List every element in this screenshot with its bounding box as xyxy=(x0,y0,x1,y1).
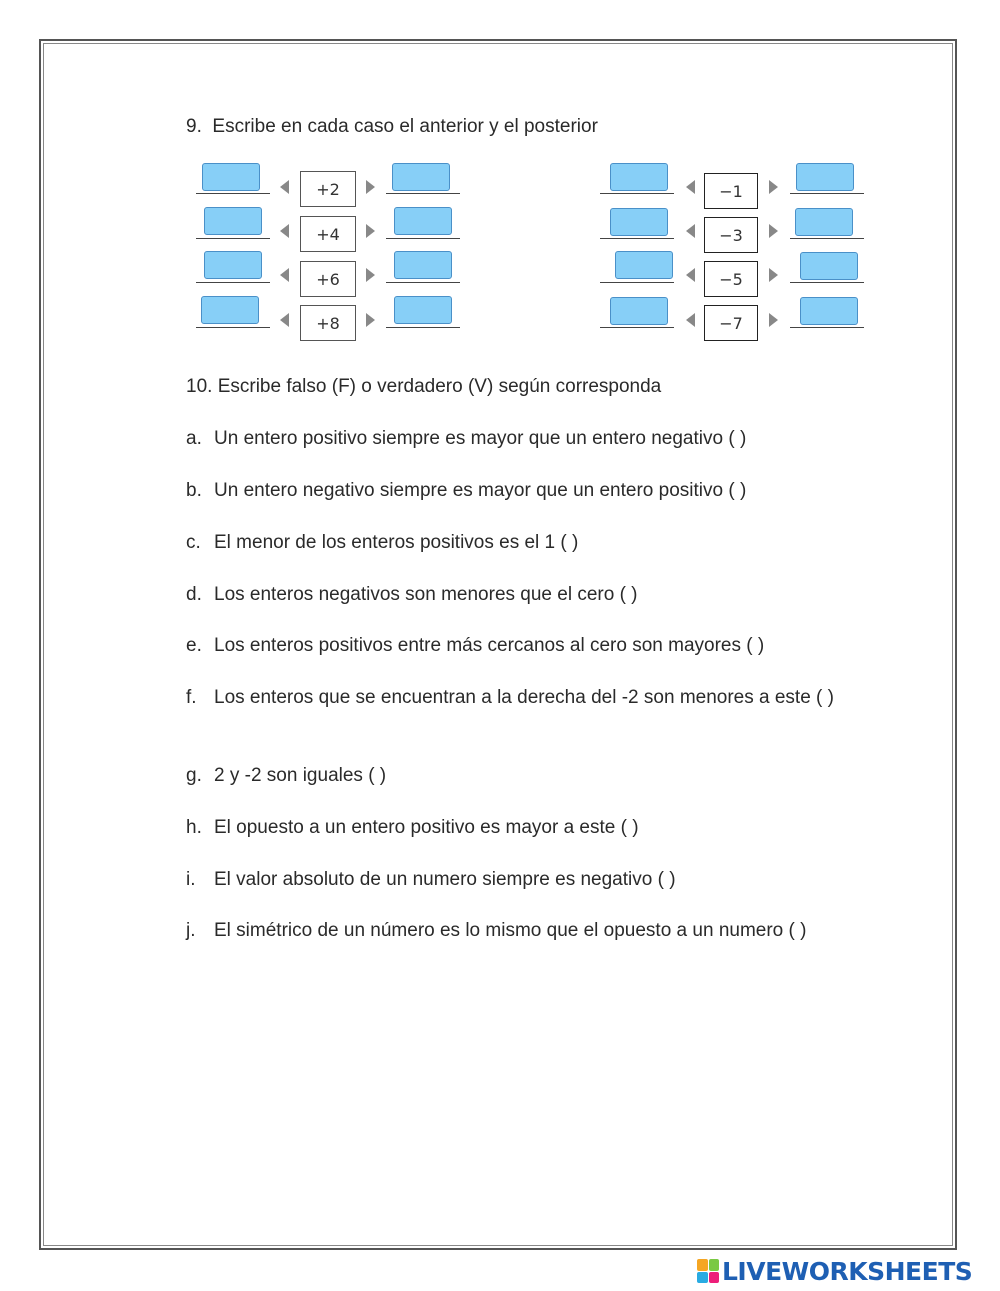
underline xyxy=(386,327,460,328)
statement-text: El menor de los enteros positivos es el 1 ( ) xyxy=(214,532,579,553)
arrow-right-icon xyxy=(769,313,778,327)
number-box: +4 xyxy=(300,216,356,252)
underline xyxy=(386,193,460,194)
answer-blank-left-next-4[interactable] xyxy=(394,296,452,324)
exercise-9-text: Escribe en cada caso el anterior y el posterior xyxy=(212,116,598,137)
number-box: −7 xyxy=(704,305,758,341)
statement-text: El valor absoluto de un numero siempre es negativo ( ) xyxy=(214,869,676,890)
arrow-right-icon xyxy=(769,180,778,194)
underline xyxy=(386,238,460,239)
answer-blank-left-next-1[interactable] xyxy=(392,163,450,191)
underline xyxy=(196,282,270,283)
underline xyxy=(386,282,460,283)
arrow-left-icon xyxy=(280,180,289,194)
arrow-left-icon xyxy=(686,224,695,238)
statement-text: 2 y -2 son iguales ( ) xyxy=(214,765,387,786)
statement-letter: j. xyxy=(186,920,196,941)
statement-letter: e. xyxy=(186,635,202,656)
underline xyxy=(600,238,674,239)
statement-text: Los enteros negativos son menores que el cero ( ) xyxy=(214,584,638,605)
number-box: +2 xyxy=(300,171,356,207)
exercise-10-text: Escribe falso (F) o verdadero (V) según corresponda xyxy=(217,376,662,397)
statement-letter: c. xyxy=(186,532,201,553)
arrow-right-icon xyxy=(366,224,375,238)
underline xyxy=(600,327,674,328)
answer-blank-right-next-4[interactable] xyxy=(800,297,858,325)
underline xyxy=(790,193,864,194)
arrow-left-icon xyxy=(280,268,289,282)
underline xyxy=(600,193,674,194)
answer-blank-left-prev-1[interactable] xyxy=(202,163,260,191)
exercise-10-number: 10. xyxy=(186,376,213,397)
statement-text: Un entero positivo siempre es mayor que un entero negativo ( ) xyxy=(214,428,747,449)
statement-letter: i. xyxy=(186,869,196,890)
answer-blank-left-prev-3[interactable] xyxy=(204,251,262,279)
statement-letter: g. xyxy=(186,765,202,786)
underline xyxy=(600,282,674,283)
number-box: +6 xyxy=(300,261,356,297)
number-box: −1 xyxy=(704,173,758,209)
answer-blank-right-prev-3[interactable] xyxy=(615,251,673,279)
answer-blank-left-prev-2[interactable] xyxy=(204,207,262,235)
arrow-right-icon xyxy=(366,268,375,282)
arrow-right-icon xyxy=(769,224,778,238)
statement-letter: a. xyxy=(186,428,202,449)
answer-blank-left-next-2[interactable] xyxy=(394,207,452,235)
arrow-left-icon xyxy=(686,268,695,282)
underline xyxy=(790,327,864,328)
liveworksheets-logo xyxy=(697,1256,972,1286)
number-box: −3 xyxy=(704,217,758,253)
answer-blank-right-next-3[interactable] xyxy=(800,252,858,280)
arrow-left-icon xyxy=(686,180,695,194)
underline xyxy=(196,238,270,239)
underline xyxy=(196,193,270,194)
answer-blank-left-prev-4[interactable] xyxy=(201,296,259,324)
exercise-9-number: 9. xyxy=(186,116,202,137)
arrow-right-icon xyxy=(769,268,778,282)
arrow-left-icon xyxy=(686,313,695,327)
answer-blank-right-prev-4[interactable] xyxy=(610,297,668,325)
arrow-left-icon xyxy=(280,224,289,238)
logo-icon xyxy=(697,1259,719,1283)
statement-text: El simétrico de un número es lo mismo que el opuesto a un numero ( ) xyxy=(214,920,807,941)
underline xyxy=(790,238,864,239)
exercise-10-title xyxy=(186,374,661,400)
answer-blank-right-prev-2[interactable] xyxy=(610,208,668,236)
arrow-right-icon xyxy=(366,180,375,194)
underline xyxy=(790,282,864,283)
statement-letter: f. xyxy=(186,687,197,708)
arrow-right-icon xyxy=(366,313,375,327)
statement-letter: d. xyxy=(186,584,202,605)
statement-text: Un entero negativo siempre es mayor que un entero positivo ( ) xyxy=(214,480,747,501)
arrow-left-icon xyxy=(280,313,289,327)
brand-name: LIVEWORKSHEETS xyxy=(722,1256,973,1286)
underline xyxy=(196,327,270,328)
statement-letter: b. xyxy=(186,480,202,501)
answer-blank-right-next-2[interactable] xyxy=(795,208,853,236)
number-box: −5 xyxy=(704,261,758,297)
answer-blank-right-next-1[interactable] xyxy=(796,163,854,191)
statement-text: El opuesto a un entero positivo es mayor a este ( ) xyxy=(214,817,639,838)
statement-text: Los enteros positivos entre más cercanos al cero son mayores ( ) xyxy=(214,635,765,656)
answer-blank-right-prev-1[interactable] xyxy=(610,163,668,191)
statement-letter: h. xyxy=(186,817,202,838)
statement-text: Los enteros que se encuentran a la derecha del -2 son menores a este ( ) xyxy=(214,687,834,708)
number-box: +8 xyxy=(300,305,356,341)
exercise-9-title xyxy=(186,114,598,140)
answer-blank-left-next-3[interactable] xyxy=(394,251,452,279)
